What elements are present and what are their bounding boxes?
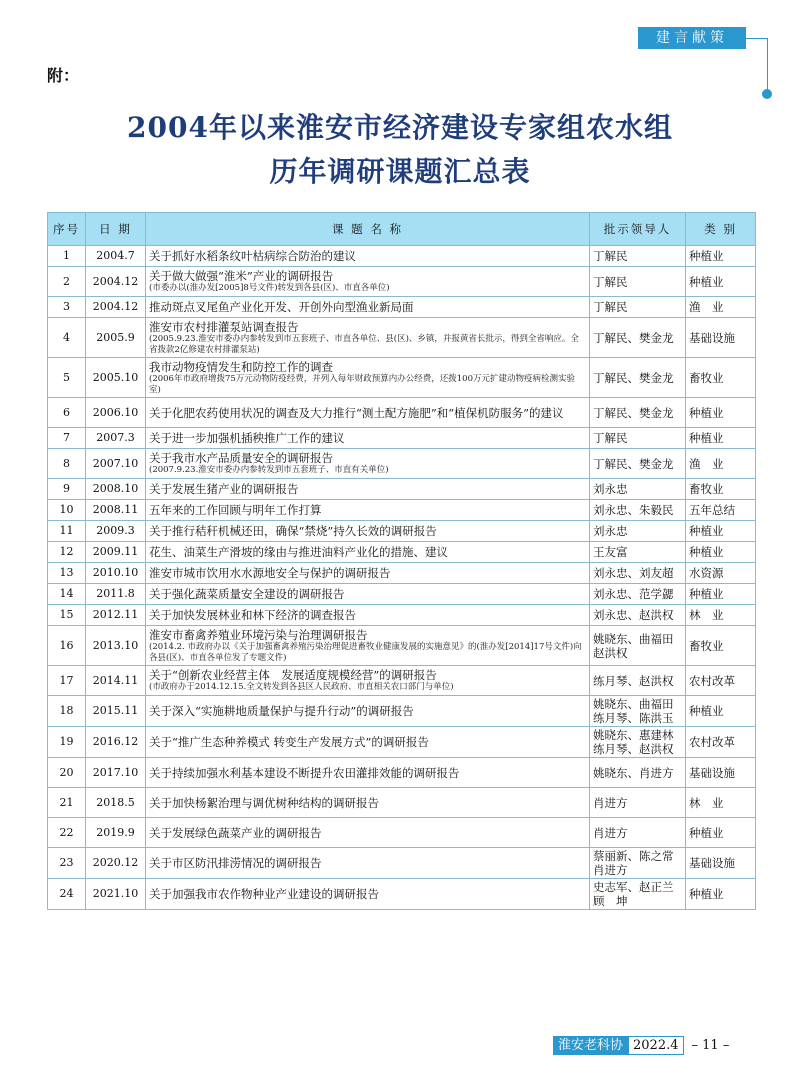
row-topic	[146, 879, 590, 910]
topic-title: 关于推行秸秆机械还田，确保“禁烧”持久长效的调研报告	[149, 524, 437, 538]
topic-title: 关于化肥农药使用状况的调查及大力推行“测土配方施肥”和“植保机防服务”的建议	[149, 405, 564, 420]
row-topic	[146, 666, 590, 696]
row-topic	[146, 449, 590, 479]
row-topic	[146, 428, 590, 449]
row-date: 2008.10	[86, 479, 146, 500]
row-leader: 丁解民	[590, 267, 686, 297]
table-row	[48, 788, 756, 818]
header-rule	[746, 38, 768, 39]
row-category: 种植业	[686, 398, 756, 428]
table-row	[48, 666, 756, 696]
row-category: 基础设施	[686, 758, 756, 788]
row-leader: 刘永忠	[590, 479, 686, 500]
table-row	[48, 727, 756, 758]
topic-title: 关于“创新农业经营主体 发展适度规模经营”的调研报告	[149, 668, 437, 682]
row-category: 渔 业	[686, 297, 756, 318]
row-category: 种植业	[686, 696, 756, 727]
topic-title: 关于进一步加强机插秧推广工作的建议	[149, 431, 345, 445]
row-category: 种植业	[686, 879, 756, 910]
row-number: 10	[48, 500, 86, 521]
table-row	[48, 563, 756, 584]
row-leader: 蔡丽新、陈之常 肖进方	[590, 848, 686, 879]
row-topic	[146, 584, 590, 605]
row-leader: 王友富	[590, 542, 686, 563]
row-topic	[146, 500, 590, 521]
row-number: 15	[48, 605, 86, 626]
table-header-row	[48, 213, 756, 246]
row-category: 种植业	[686, 428, 756, 449]
table-row	[48, 605, 756, 626]
topic-title: 关于强化蔬菜质量安全建设的调研报告	[149, 587, 345, 601]
header-topic: 课 题 名 称	[146, 213, 590, 246]
table-row	[48, 246, 756, 267]
row-date: 2013.10	[86, 626, 146, 666]
row-leader: 刘永忠、范学勰	[590, 584, 686, 605]
attachment-label: 附：	[47, 66, 80, 85]
table-row	[48, 479, 756, 500]
row-category: 水资源	[686, 563, 756, 584]
row-topic	[146, 479, 590, 500]
footer	[553, 1036, 729, 1055]
table-row	[48, 297, 756, 318]
row-number: 17	[48, 666, 86, 696]
topic-title: 关于深入“实施耕地质量保护与提升行动”的调研报告	[149, 704, 414, 718]
row-leader: 丁解民	[590, 297, 686, 318]
row-topic	[146, 696, 590, 727]
row-number: 4	[48, 318, 86, 358]
topic-title: 关于我市水产品质量安全的调研报告	[149, 451, 333, 465]
row-leader: 丁解民	[590, 246, 686, 267]
topic-title: 淮安市畜禽养殖业环境污染与治理调研报告	[149, 627, 368, 642]
row-date: 2017.10	[86, 758, 146, 788]
row-topic	[146, 758, 590, 788]
header-vertical-rule	[767, 38, 768, 92]
row-category: 渔 业	[686, 449, 756, 479]
row-category: 畜牧业	[686, 358, 756, 398]
table-row	[48, 267, 756, 297]
topic-note: (2005.9.23.淮安市委办内参转发到市五套班子、市直各单位、县(区)、乡镇，并报黄省长批示，得到全省响应。全省拨款2亿修建农村排灌泵站)	[149, 333, 579, 355]
topic-note: (2006年市政府增拨75万元动物防疫经费，并列入每年财政预算内办公经费，还拨100万元扩建动物疫病检测实验室)	[149, 373, 575, 395]
row-number: 20	[48, 758, 86, 788]
row-category: 种植业	[686, 267, 756, 297]
row-date: 2015.11	[86, 696, 146, 727]
row-date: 2006.10	[86, 398, 146, 428]
row-leader: 练月琴、赵洪权	[590, 666, 686, 696]
row-date: 2004.12	[86, 297, 146, 318]
row-number: 7	[48, 428, 86, 449]
row-number: 1	[48, 246, 86, 267]
row-topic	[146, 605, 590, 626]
row-date: 2020.12	[86, 848, 146, 879]
row-date: 2009.3	[86, 521, 146, 542]
topic-title: 花生、油菜生产滑坡的缘由与推进油料产业化的措施、建议	[149, 545, 448, 559]
table-row	[48, 818, 756, 848]
row-topic	[146, 358, 590, 398]
table-row	[48, 879, 756, 910]
row-leader: 刘永忠	[590, 521, 686, 542]
row-leader: 丁解民、樊金龙	[590, 358, 686, 398]
header-category: 类 别	[686, 213, 756, 246]
row-category: 种植业	[686, 584, 756, 605]
row-leader: 姚晓东、曲福田 练月琴、陈洪玉	[590, 696, 686, 727]
row-number: 9	[48, 479, 86, 500]
row-number: 5	[48, 358, 86, 398]
row-number: 19	[48, 727, 86, 758]
row-category: 林 业	[686, 788, 756, 818]
row-leader: 刘永忠、刘友超	[590, 563, 686, 584]
row-date: 2019.9	[86, 818, 146, 848]
row-topic	[146, 818, 590, 848]
row-category: 畜牧业	[686, 479, 756, 500]
row-category: 五年总结	[686, 500, 756, 521]
table-row	[48, 696, 756, 727]
row-date: 2007.10	[86, 449, 146, 479]
row-number: 16	[48, 626, 86, 666]
row-date: 2008.11	[86, 500, 146, 521]
topic-title: 关于加快发展林业和林下经济的调查报告	[149, 608, 356, 622]
row-topic	[146, 788, 590, 818]
row-number: 2	[48, 267, 86, 297]
topic-title: 关于做大做强“淮米”产业的调研报告	[149, 269, 334, 283]
topic-title: 关于“推广生态种养模式 转变生产发展方式”的调研报告	[149, 735, 429, 749]
topic-note: (2014.2. 市政府办以《关于加强畜禽养殖污染治理促进畜牧业健康发展的实施意见》的(淮办发[2014]17号文件)向各县(区)、市直各单位发了专题文件)	[149, 641, 582, 663]
topic-title: 关于抓好水稻条纹叶枯病综合防治的建议	[149, 249, 356, 263]
page-title-line1: 2004年以来淮安市经济建设专家组农水组	[127, 111, 673, 144]
header-dot	[762, 89, 772, 99]
row-number: 21	[48, 788, 86, 818]
row-topic	[146, 563, 590, 584]
row-topic	[146, 297, 590, 318]
table-row	[48, 521, 756, 542]
topic-title: 淮安市农村排灌泵站调查报告	[149, 319, 299, 334]
table-row	[48, 449, 756, 479]
table-row	[48, 584, 756, 605]
topic-title: 淮安市城市饮用水水源地安全与保护的调研报告	[149, 566, 391, 580]
row-topic	[146, 318, 590, 358]
issue-number: 2022.4	[628, 1036, 684, 1055]
row-leader: 肖进方	[590, 818, 686, 848]
row-date: 2007.3	[86, 428, 146, 449]
table-row	[48, 500, 756, 521]
topic-title: 关于加快杨絮治理与调优树种结构的调研报告	[149, 795, 379, 810]
row-topic	[146, 848, 590, 879]
row-category: 农村改革	[686, 666, 756, 696]
row-date: 2018.5	[86, 788, 146, 818]
table-row	[48, 398, 756, 428]
table-row	[48, 358, 756, 398]
row-leader: 史志军、赵正兰 顾 坤	[590, 879, 686, 910]
row-category: 农村改革	[686, 727, 756, 758]
page-title-line2: 历年调研课题汇总表	[269, 155, 531, 188]
row-number: 14	[48, 584, 86, 605]
row-category: 种植业	[686, 246, 756, 267]
row-number: 3	[48, 297, 86, 318]
table-row	[48, 626, 756, 666]
row-date: 2016.12	[86, 727, 146, 758]
row-category: 种植业	[686, 521, 756, 542]
row-leader: 丁解民、樊金龙	[590, 449, 686, 479]
row-date: 2011.8	[86, 584, 146, 605]
row-date: 2005.9	[86, 318, 146, 358]
row-date: 2009.11	[86, 542, 146, 563]
table-row	[48, 542, 756, 563]
row-category: 林 业	[686, 605, 756, 626]
row-topic	[146, 542, 590, 563]
row-topic	[146, 626, 590, 666]
row-topic	[146, 398, 590, 428]
topics-table	[47, 212, 756, 910]
row-category: 基础设施	[686, 848, 756, 879]
row-date: 2005.10	[86, 358, 146, 398]
row-date: 2004.7	[86, 246, 146, 267]
row-leader: 刘永忠、朱毅民	[590, 500, 686, 521]
row-topic	[146, 521, 590, 542]
row-date: 2004.12	[86, 267, 146, 297]
row-leader: 刘永忠、赵洪权	[590, 605, 686, 626]
row-number: 8	[48, 449, 86, 479]
row-leader: 姚晓东、肖进方	[590, 758, 686, 788]
row-number: 6	[48, 398, 86, 428]
topic-title: 关于持续加强水利基本建设不断提升农田灌排效能的调研报告	[149, 765, 460, 780]
section-tag: 建言献策	[638, 27, 746, 49]
row-topic	[146, 246, 590, 267]
row-number: 22	[48, 818, 86, 848]
row-number: 11	[48, 521, 86, 542]
row-leader: 丁解民、樊金龙	[590, 398, 686, 428]
topic-title: 关于发展生猪产业的调研报告	[149, 482, 299, 496]
topic-title: 推动斑点叉尾鱼产业化开发、开创外向型渔业新局面	[149, 300, 414, 314]
table-row	[48, 318, 756, 358]
row-category: 种植业	[686, 818, 756, 848]
row-category: 种植业	[686, 542, 756, 563]
row-date: 2021.10	[86, 879, 146, 910]
header-leader: 批示领导人	[590, 213, 686, 246]
row-number: 23	[48, 848, 86, 879]
table-row	[48, 848, 756, 879]
row-date: 2012.11	[86, 605, 146, 626]
topic-title: 关于发展绿色蔬菜产业的调研报告	[149, 825, 322, 840]
magazine-name: 淮安老科协	[553, 1036, 628, 1055]
row-leader: 姚晓东、惠建林 练月琴、赵洪权	[590, 727, 686, 758]
row-number: 24	[48, 879, 86, 910]
row-leader: 姚晓东、曲福田 赵洪权	[590, 626, 686, 666]
topic-title: 关于市区防汛排涝情况的调研报告	[149, 856, 322, 870]
row-category: 畜牧业	[686, 626, 756, 666]
row-topic	[146, 727, 590, 758]
table-row	[48, 428, 756, 449]
row-number: 18	[48, 696, 86, 727]
topic-note: (市政府办于2014.12.15.全文转发到各县区人民政府、市直相关农口部门与单位)	[149, 682, 454, 692]
row-category: 基础设施	[686, 318, 756, 358]
row-leader: 丁解民、樊金龙	[590, 318, 686, 358]
table-row	[48, 758, 756, 788]
header-date: 日 期	[86, 213, 146, 246]
row-leader: 肖进方	[590, 788, 686, 818]
topic-title: 我市动物疫情发生和防控工作的调查	[149, 359, 333, 374]
row-topic	[146, 267, 590, 297]
topic-title: 关于加强我市农作物种业产业建设的调研报告	[149, 887, 379, 901]
row-number: 12	[48, 542, 86, 563]
page-number: – 11 –	[691, 1038, 730, 1053]
topic-title: 五年来的工作回顾与明年工作打算	[149, 503, 322, 517]
row-date: 2014.11	[86, 666, 146, 696]
row-leader: 丁解民	[590, 428, 686, 449]
topic-note: (2007.9.23.淮安市委办内参转发到市五套班子、市直有关单位)	[149, 465, 389, 475]
header-no: 序号	[48, 213, 86, 246]
row-date: 2010.10	[86, 563, 146, 584]
row-number: 13	[48, 563, 86, 584]
topic-note: (市委办以(淮办发[2005]8号文件)转发到各县(区)、市直各单位)	[149, 283, 390, 293]
